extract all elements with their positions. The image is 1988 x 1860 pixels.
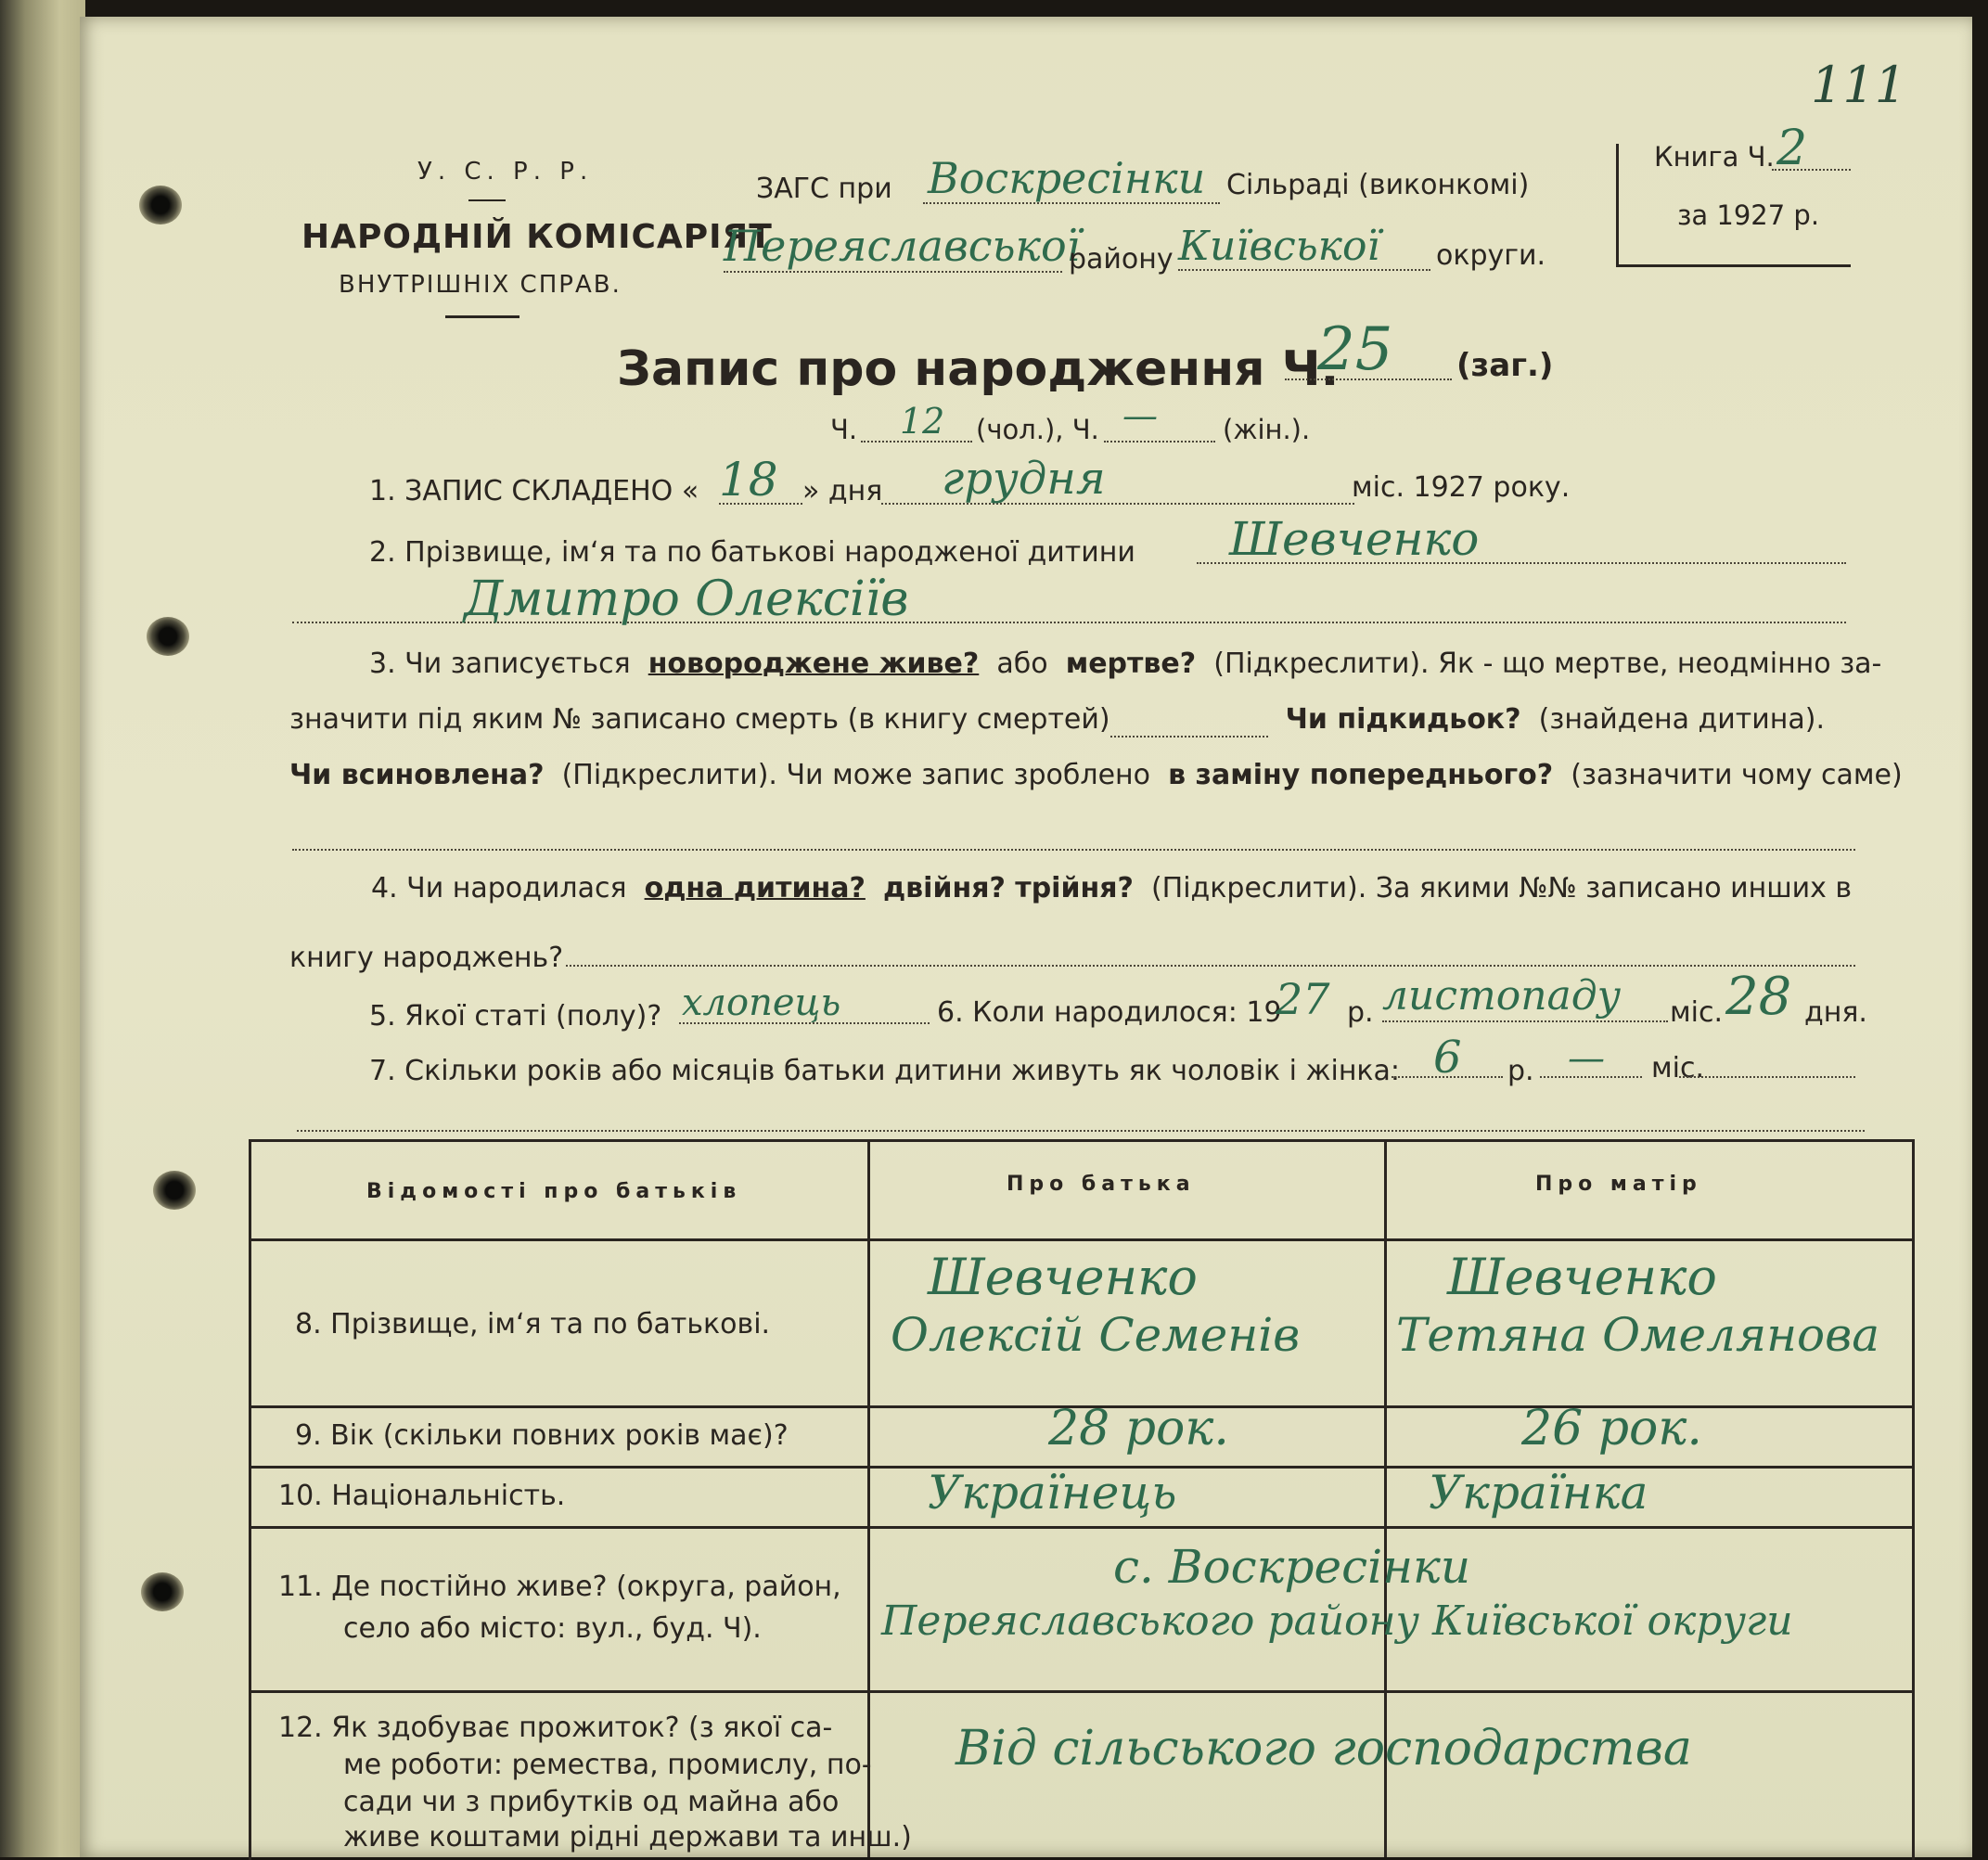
- married-years-label: р.: [1507, 1055, 1534, 1087]
- zags-prefix: ЗАГС при: [756, 173, 892, 205]
- married-years: 6: [1433, 1032, 1462, 1084]
- item3-death-label: значити під яким № записано смерть (в книгу смертей): [289, 703, 1110, 736]
- item3-line2: [289, 703, 1825, 738]
- book-year: за 1927 р.: [1677, 199, 1820, 231]
- row12-label-line3: сади чи з прибутків од майна або: [343, 1786, 840, 1818]
- item3-label: 3. Чи записується: [369, 648, 631, 680]
- book-number: 2: [1776, 121, 1808, 176]
- option-replacement: в заміну попереднього?: [1168, 759, 1554, 791]
- row11-label-line1: 11. Де постійно живе? (округа, район,: [278, 1571, 841, 1603]
- punch-hole: [153, 1171, 196, 1210]
- item1-day: 18: [719, 453, 778, 507]
- punch-hole: [139, 186, 182, 224]
- item3-foundling-note: (знайдена дитина).: [1538, 703, 1825, 736]
- divider: [445, 315, 519, 318]
- residence-region: Переяславського району Київської округи: [881, 1597, 1793, 1645]
- item2-label: 2. Прізвище, ім‘я та по батькові народженої дитини: [369, 536, 1135, 569]
- mother-name: Тетяна Омелянова: [1396, 1308, 1880, 1362]
- option-twins-triplets: двійня? трійня?: [882, 872, 1134, 904]
- child-surname: Шевченко: [1229, 512, 1480, 566]
- item4-label: 4. Чи народилася: [371, 872, 627, 904]
- item1-mid: » дня: [802, 475, 883, 507]
- mother-surname: Шевченко: [1447, 1248, 1717, 1306]
- district-value: Переяславської: [724, 221, 1081, 271]
- table-header-mother: Про матір: [1535, 1173, 1702, 1196]
- fill-line: [1104, 441, 1215, 443]
- book-label: Книга Ч.: [1654, 141, 1775, 173]
- zags-village-value: Воскресінки: [928, 153, 1206, 203]
- birth-dnia: дня.: [1804, 996, 1867, 1029]
- item3-instruction: (Підкреслити). Як - що мертве, неодмінно за-: [1213, 648, 1882, 680]
- option-single: одна дитина?: [644, 872, 866, 904]
- punch-hole: [141, 1572, 184, 1611]
- district-label: району: [1069, 243, 1174, 276]
- item1-label: 1. ЗАПИС СКЛАДЕНО «: [369, 475, 699, 507]
- livelihood: Від сільського господарства: [956, 1721, 1692, 1777]
- fill-line: [1382, 1020, 1668, 1022]
- okruha-label: округи.: [1436, 239, 1546, 272]
- child-sex: хлопець: [682, 981, 841, 1024]
- commissariat-title: НАРОДНІЙ КОМІСАРІЯТ: [301, 218, 773, 256]
- item4-line2: книгу народжень?: [289, 942, 564, 974]
- option-adopted: Чи всиновлена?: [289, 759, 545, 791]
- fill-line: [566, 965, 1855, 967]
- table-row-line: [249, 1238, 1912, 1241]
- married-months: —: [1568, 1037, 1605, 1080]
- item5-label: 5. Якої статі (полу)?: [369, 1000, 662, 1033]
- birth-year: 27: [1276, 974, 1330, 1024]
- father-nationality: Українець: [928, 1466, 1177, 1520]
- fill-line: [1679, 1076, 1855, 1078]
- option-alive: новороджене живе?: [648, 648, 980, 680]
- father-age: 28 рок.: [1048, 1401, 1229, 1456]
- table-row-line: [249, 1526, 1912, 1529]
- zags-suffix: Сільраді (виконкомі): [1226, 169, 1530, 201]
- item4-line1: [371, 872, 1852, 904]
- mother-nationality: Українка: [1429, 1466, 1648, 1520]
- option-foundling: Чи підкидьок?: [1285, 703, 1521, 736]
- row9-label: 9. Вік (скільки повних років має)?: [295, 1419, 789, 1452]
- male-count-suffix: (чол.), Ч.: [976, 414, 1099, 445]
- female-count-value: —: [1122, 395, 1158, 436]
- record-suffix: (заг.): [1456, 347, 1554, 384]
- fill-line: [292, 849, 1855, 851]
- birth-r: р.: [1347, 996, 1374, 1029]
- item3-line3: [289, 759, 1903, 791]
- row8-label: 8. Прізвище, ім‘я та по батькові.: [295, 1308, 771, 1340]
- item3-replace-label: (Підкреслити). Чи може запис зроблено: [561, 759, 1151, 791]
- page-number: 111: [1811, 56, 1907, 114]
- married-months-label: міс.: [1651, 1052, 1704, 1084]
- birth-label: 6. Коли народилося: 19: [937, 996, 1282, 1029]
- item3-replace-note: (зазначити чому саме): [1571, 759, 1903, 791]
- item1-suffix: міс. 1927 року.: [1352, 471, 1571, 504]
- row12-label-line1: 12. Як здобуває прожиток? (з якої са-: [278, 1712, 833, 1744]
- residence-village: с. Воскресінки: [1113, 1540, 1471, 1594]
- mother-age: 26 рок.: [1521, 1401, 1702, 1456]
- punch-hole: [147, 617, 189, 656]
- okruha-value: Київської: [1178, 223, 1380, 270]
- state-name: У. С. Р. Р.: [417, 158, 594, 186]
- item4-instruction: (Підкреслити). За якими №№ записано инших в: [1150, 872, 1853, 904]
- fill-line: [1110, 703, 1268, 738]
- record-number: 25: [1317, 315, 1393, 384]
- row12-label-line4: живе коштами рідні держави та инш.): [343, 1821, 912, 1854]
- birth-day: 28: [1725, 967, 1792, 1027]
- male-count-label: Ч.: [830, 414, 858, 445]
- fill-line: [297, 1130, 1865, 1132]
- item7-label: 7. Скільки років або місяців батьки дитини живуть як чоловік і жінка:: [369, 1055, 1401, 1087]
- row10-label: 10. Національність.: [278, 1480, 566, 1512]
- department-title: ВНУТРІШНІХ СПРАВ.: [339, 271, 622, 299]
- item3-or: або: [996, 648, 1048, 680]
- table-header-info: Відомості про батьків: [366, 1180, 742, 1203]
- male-count-value: 12: [900, 401, 945, 442]
- table-header-father: Про батька: [1007, 1173, 1196, 1196]
- birth-mis: міс.: [1670, 996, 1723, 1029]
- row12-label-line2: ме роботи: ремества, промислу, по-: [343, 1749, 872, 1781]
- item3-line1: [369, 648, 1881, 680]
- child-name: Дмитро Олексіїв: [464, 571, 909, 627]
- divider: [468, 199, 506, 201]
- item1-month: грудня: [942, 453, 1106, 505]
- female-count-suffix: (жін.).: [1223, 414, 1311, 445]
- father-surname: Шевченко: [928, 1248, 1198, 1306]
- birth-month: листопаду: [1382, 972, 1622, 1020]
- fill-line: [724, 271, 1062, 273]
- table-row-line: [249, 1690, 1912, 1693]
- father-name: Олексій Семенів: [891, 1308, 1301, 1362]
- row11-label-line2: село або місто: вул., буд. Ч).: [343, 1612, 762, 1645]
- book-binding: [0, 0, 85, 1857]
- record-title: Запис про народження Ч.: [617, 341, 1340, 397]
- option-dead: мертве?: [1065, 648, 1197, 680]
